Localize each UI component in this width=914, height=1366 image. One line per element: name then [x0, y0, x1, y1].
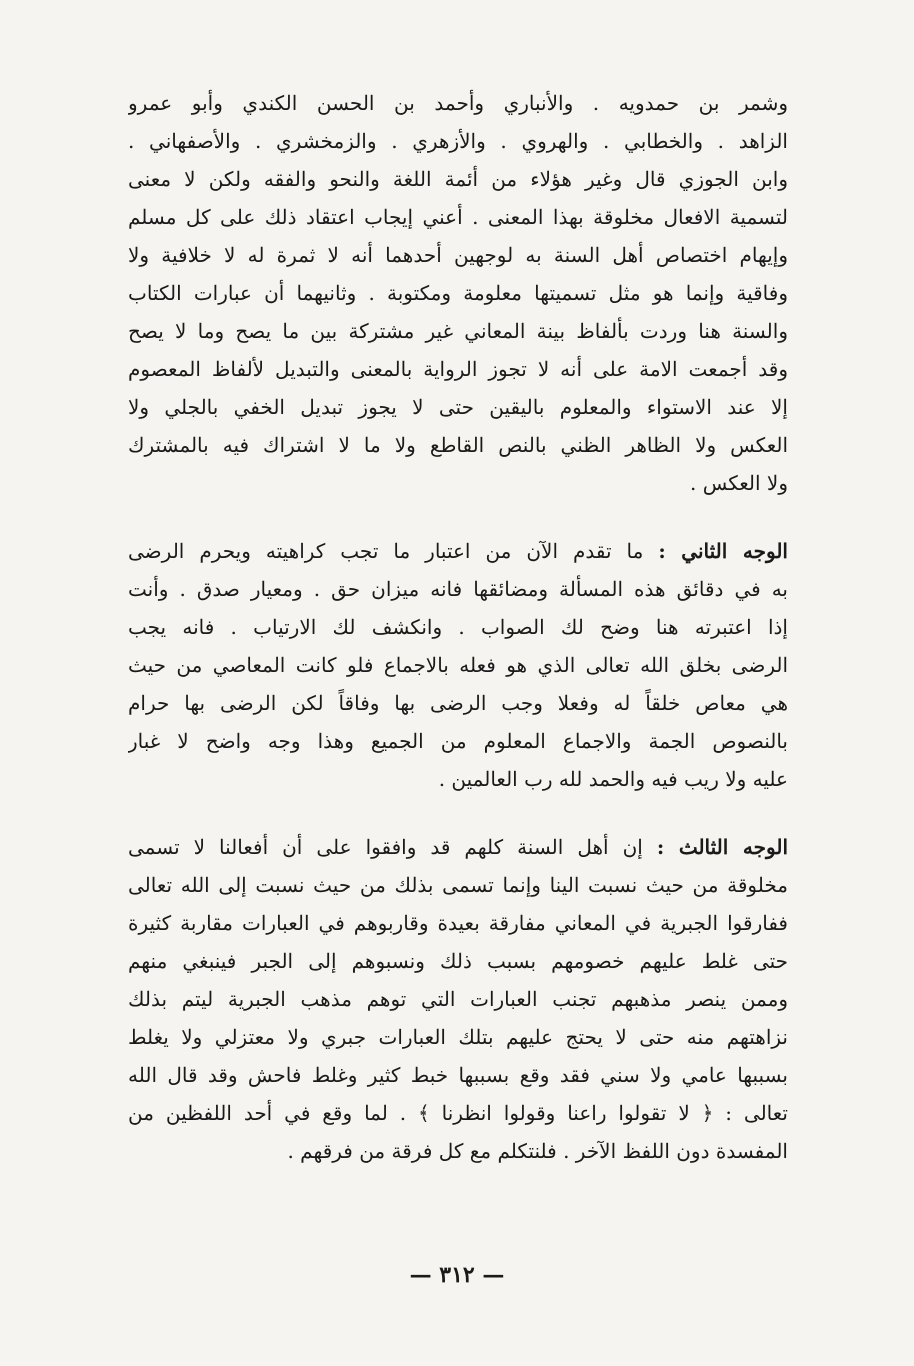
text-line: إذا اعتبرته هنا وضح لك الصواب . وانكشف لك الارتياب . فانه يجب	[128, 615, 788, 639]
text-line: وفاقية وإنما هو مثل تسميتها معلومة ومكتوبة . وثانيهما أن عبارات الكتاب	[128, 281, 788, 305]
text-line: عليه ولا ريب فيه والحمد لله رب العالمين .	[438, 767, 788, 791]
page-text	[128, 84, 788, 1170]
text-line: بسببها عامي ولا سني فقد وقع بسببها خبط كثير وغلط فاحش وقد قال الله	[128, 1063, 788, 1087]
text-line: ما تقدم الآن من اعتبار ما تجب كراهيته ويحرم الرضى	[128, 539, 644, 563]
paragraph-gap	[128, 502, 788, 532]
text-line: إن أهل السنة كلهم قد وافقوا على أن أفعالنا لا تسمى	[128, 835, 643, 859]
text-line: تعالى : ﴿ لا تقولوا راعنا وقولوا انظرنا ﴾ . لما وقع في أحد اللفظين من	[128, 1101, 788, 1125]
section-heading: الوجه الثاني :	[658, 539, 788, 563]
text-line: بالنصوص الجمة والاجماع المعلوم من الجميع وهذا وجه واضح لا غبار	[128, 729, 788, 753]
text-line: وممن ينصر مذهبهم تجنب العبارات التي توهم مذهب الجبرية ليتم بذلك	[128, 987, 788, 1011]
text-line: العكس ولا الظاهر الظني بالنص القاطع ولا ما لا اشتراك فيه بالمشترك	[128, 433, 788, 457]
text-line: ففارقوا الجبرية في المعاني مفارقة بعيدة وقاربوهم في العبارات مقاربة كثيرة	[128, 911, 788, 935]
paragraph-3	[128, 828, 788, 1170]
text-line: نزاهتهم منه حتى لا يحتج عليهم بتلك العبارات جبري ولا معتزلي ولا يغلط	[128, 1025, 788, 1049]
text-line: حتى غلط عليهم خصومهم بسبب ذلك ونسبوهم إلى الجبر فينبغي منهم	[128, 949, 788, 973]
text-line: الرضى بخلق الله تعالى الذي هو فعله بالاجماع فلو كانت المعاصي من حيث	[128, 653, 788, 677]
text-line: وشمر بن حمدويه . والأنباري وأحمد بن الحسن الكندي وأبو عمرو	[128, 91, 788, 115]
text-line: به في دقائق هذه المسألة ومضائقها فانه ميزان حق . ومعيار صدق . وأنت	[128, 577, 788, 601]
paragraph-2	[128, 532, 788, 798]
text-line: وقد أجمعت الامة على أنه لا تجوز الرواية بالمعنى والتبديل لألفاظ المعصوم	[128, 357, 788, 381]
section-heading: الوجه الثالث :	[656, 835, 788, 859]
paragraph-1	[128, 84, 788, 502]
text-line: والسنة هنا وردت بألفاظ بينة المعاني غير مشتركة بين ما يصح وما لا يصح	[128, 319, 788, 343]
text-line: المفسدة دون اللفظ الآخر . فلنتكلم مع كل فرقة من فرقهم .	[287, 1139, 788, 1163]
text-line: الزاهد . والخطابي . والهروي . والأزهري . والزمخشري . والأصفهاني .	[128, 129, 788, 153]
text-line: ولا العكس .	[690, 471, 788, 495]
text-line: مخلوقة من حيث نسبت الينا وإنما تسمى بذلك من حيث نسبت إلى الله تعالى	[128, 873, 788, 897]
text-line-with-heading	[128, 828, 788, 866]
text-line: إلا عند الاستواء والمعلوم باليقين حتى لا يجوز تبديل الخفي بالجلي ولا	[128, 395, 788, 419]
text-line: هي معاص خلقاً له وفعلا وجب الرضى بها وفاقاً لكن الرضى بها حرام	[128, 691, 788, 715]
text-line: وابن الجوزي قال وغير هؤلاء من أئمة اللغة والنحو والفقه ولكن لا معنى	[128, 167, 788, 191]
text-line: لتسمية الافعال مخلوقة بهذا المعنى . أعني إيجاب اعتقاد ذلك على كل مسلم	[128, 205, 788, 229]
page-number: — ٣١٢ —	[409, 1262, 505, 1288]
text-line: وإيهام اختصاص أهل السنة به لوجهين أحدهما أنه لا ثمرة له لا خلافية ولا	[128, 243, 788, 267]
paragraph-gap	[128, 798, 788, 828]
text-line-with-heading	[128, 532, 788, 570]
